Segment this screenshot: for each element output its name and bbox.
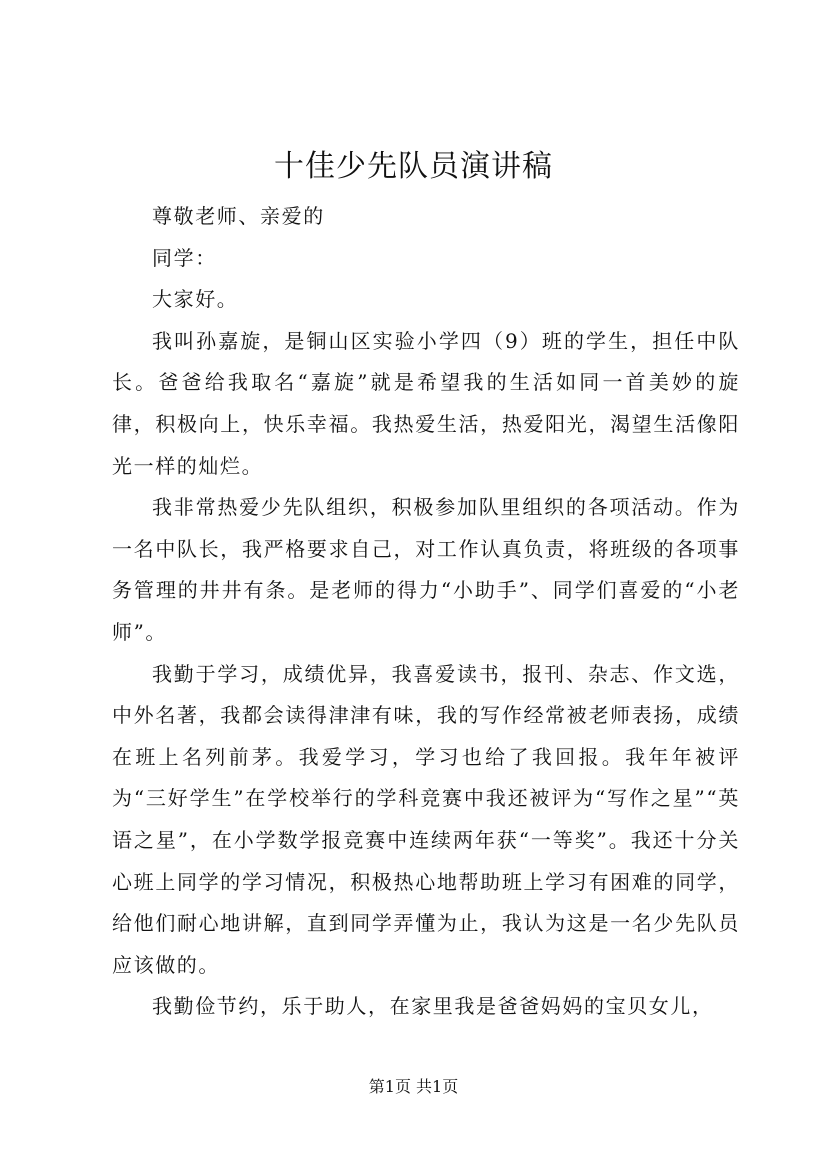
paragraph-salutation-cont: 同学： (152, 245, 217, 270)
paragraph-introduction: 我叫孙嘉旋，是铜山区实验小学四（9）班的学生，担任中队长。爸爸给我取名“嘉旋”就是希望我的生活如同一首美妙的旋律，积极向上，快乐幸福。我热爱生活，热爱阳光，渴望生活像阳光一样的灿烂。 (112, 328, 740, 478)
document-body (112, 196, 740, 1028)
paragraph-greeting: 大家好。 (152, 287, 239, 312)
paragraph-salutation: 尊敬老师、亲爱的 (152, 204, 325, 228)
paragraph-study: 我勤于学习，成绩优异，我喜爱读书，报刊、杂志、作文选，中外名著，我都会读得津津有味，我的写作经常被老师表扬，成绩在班上名列前茅。我爱学习，学习也给了我回报。我年年被评为“三好学生”在学校举行的学科竞赛中我还被评为“写作之星”“英语之星”，在小学数学报竞赛中连续两年获“一等奖”。我还十分关心班上同学的学习情况，积极热心地帮助班上学习有困难的同学，给他们耐心地讲解，直到同学弄懂为止，我认为这是一名少先队员应该做的。 (112, 661, 740, 977)
document-title: 十佳少先队员演讲稿 (274, 149, 553, 184)
page-number-footer: 第1页 共1页 (368, 1077, 459, 1096)
paragraph-organization: 我非常热爱少先队组织，积极参加队里组织的各项活动。作为一名中队长，我严格要求自己，对工作认真负责，将班级的各项事务管理的井井有条。是老师的得力“小助手”、同学们喜爱的“小老师”。 (112, 495, 740, 644)
paragraph-frugal: 我勤俭节约，乐于助人，在家里我是爸爸妈妈的宝贝女儿， (152, 994, 714, 1019)
